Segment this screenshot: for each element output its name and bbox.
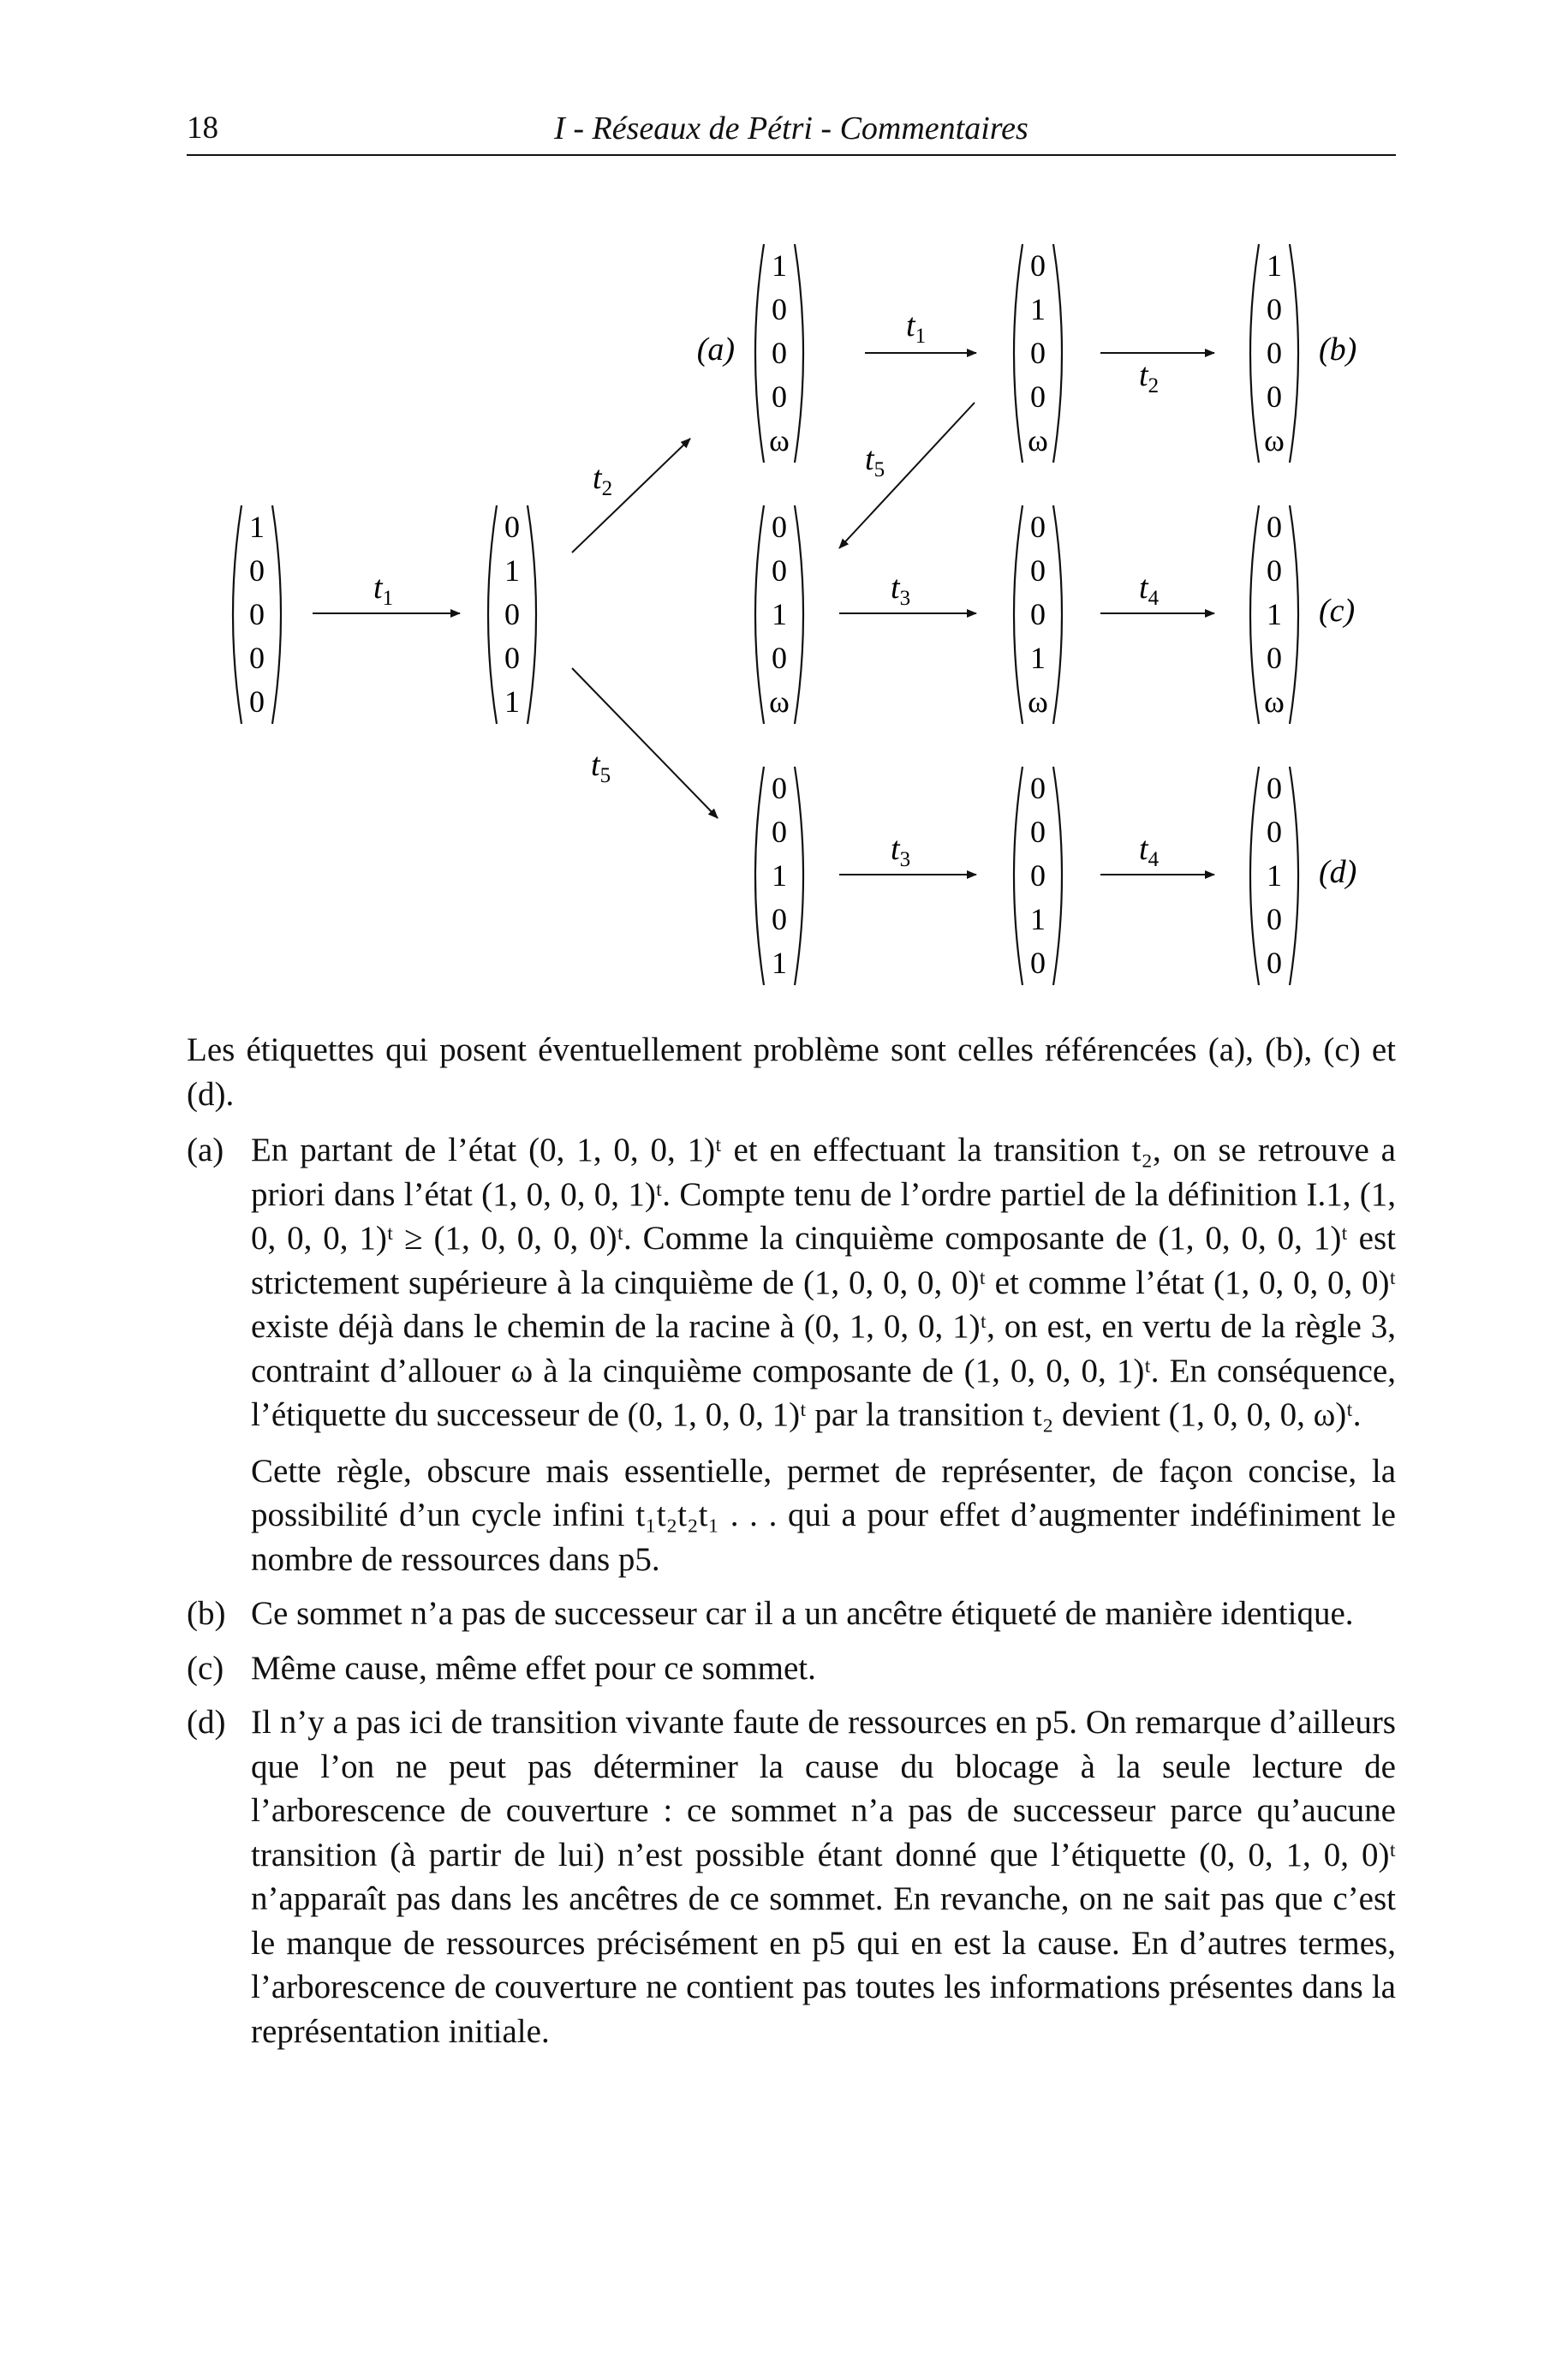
transition-subscript: 4 [1148,848,1160,871]
marking-component: 0 [1267,641,1282,675]
marking-component: 0 [504,597,520,631]
right-parenthesis [1053,767,1062,985]
page-number: 18 [187,111,218,146]
marking-component: 0 [249,597,265,631]
marking-component: 0 [1267,510,1282,544]
left-parenthesis [1250,505,1259,724]
node-label-d: (d) [1319,854,1357,890]
left-parenthesis [755,767,764,985]
right-parenthesis [795,505,803,724]
right-parenthesis [1290,505,1298,724]
transition-label: $t_4$ [1139,570,1160,610]
right-parenthesis [1290,244,1298,463]
item-b [187,1592,1396,1636]
commentary-text [187,1028,1396,2064]
marking-vector-a2 [1014,244,1062,463]
transition-subscript: 5 [873,458,885,481]
right-parenthesis [528,505,536,724]
marking-component: ω [1264,684,1285,719]
marking-component: 0 [1267,553,1282,588]
right-parenthesis [1053,244,1062,463]
marking-component: 0 [1030,946,1046,980]
marking-component: 0 [1267,379,1282,414]
transition-subscript: 3 [899,848,911,871]
transition-edge-m2_c [1100,570,1214,613]
marking-component: 0 [1030,510,1046,544]
marking-vector-d2 [1014,767,1062,985]
marking-component: 0 [1267,815,1282,849]
item-text: Ce sommet n’a pas de successeur car il a un ancêtre étiqueté de manière identique. [251,1595,1354,1632]
marking-component: 0 [249,553,265,588]
transition-label: $t_1$ [906,308,927,348]
marking-component: ω [769,423,790,457]
marking-component: 0 [772,771,787,805]
marking-vector-c [1250,505,1298,724]
marking-component: 1 [772,597,787,631]
item-text: Même cause, même effet pour ce sommet. [251,1649,816,1687]
marking-component: 0 [1030,771,1046,805]
left-parenthesis [755,244,764,463]
left-parenthesis [1250,767,1259,985]
running-title: I - Réseaux de Pétri - Commentaires [554,111,1028,146]
item-text: Il n’y a pas ici de transition vivante faute de ressources en p5. On remarque d’ailleurs que l’on ne peut pas déterminer la cause du blocage à la seule lecture de l’arborescence de couverture : ce sommet n’a pas de successeur parce qu’aucune transition (à partir de lui) n’est possible étant donné que l’étiquette (0, 0, 1, 0, 0)ᵗ n’apparaît pas dans les ancêtres de ce sommet. En revanche, on ne sait pas que c’est le manque de ressources précisément en p5 qui en est la cause. En d’autres termes, l’arborescence de couverture ne contient pas toutes les informations présentes dans la représentation initiale. [251,1704,1396,2050]
transition-edge-m1_m2 [839,570,976,613]
item-d [187,1700,1396,2053]
marking-vector-root [233,505,281,724]
left-parenthesis [1250,244,1259,463]
marking-component: 1 [772,946,787,980]
marking-component: 0 [1267,292,1282,326]
right-parenthesis [272,505,281,724]
node-label-c: (c) [1319,593,1356,629]
transition-label: $t_2$ [1139,357,1160,397]
left-parenthesis [1014,767,1022,985]
right-parenthesis [795,244,803,463]
item-marker: (b) [187,1595,226,1632]
transition-label: $t_4$ [1139,831,1160,871]
marking-vector-n1 [488,505,536,724]
item-marker: (c) [187,1649,224,1687]
marking-component: ω [1028,423,1048,457]
transition-label: $t_5$ [591,747,611,787]
transition-subscript: 2 [601,477,613,500]
transition-subscript: 5 [599,764,611,787]
coverage-tree-diagram [0,0,1568,1011]
left-parenthesis [233,505,241,724]
item-extra-paragraph: Cette règle, obscure mais essentielle, permet de représenter, de façon concise, la possibilité d’un cycle infini t₁t₂t₂t₁ . . . qui a pour effet d’augmenter indéfiniment le nombre de ressources dans p5. [251,1452,1396,1578]
left-parenthesis [1014,505,1022,724]
marking-component: 1 [772,858,787,893]
marking-component: 0 [772,510,787,544]
right-parenthesis [1290,767,1298,985]
marking-component: 0 [1030,336,1046,370]
marking-component: 0 [1267,336,1282,370]
item-marker: (d) [187,1704,226,1741]
transition-label: $t_2$ [593,460,613,500]
marking-vector-d1 [755,767,803,985]
marking-component: ω [1028,684,1048,719]
transition-edge-a_a2 [865,308,976,353]
right-parenthesis [795,767,803,985]
marking-component: ω [1264,423,1285,457]
transition-edge-root_n1 [313,570,460,613]
transition-edge-a2_b [1100,353,1214,397]
marking-vector-b [1250,244,1298,463]
marking-vector-a [755,244,803,463]
marking-component: 0 [772,379,787,414]
item-a [187,1128,1396,1581]
marking-component: 0 [249,641,265,675]
marking-component: 0 [249,684,265,719]
marking-component: 1 [1030,292,1046,326]
marking-component: 0 [1030,248,1046,283]
marking-component: 0 [772,815,787,849]
marking-vector-m2 [1014,505,1062,724]
transition-subscript: 2 [1148,374,1160,397]
marking-component: 1 [1030,641,1046,675]
transition-edge-n1_d1 [572,668,718,818]
right-parenthesis [1053,505,1062,724]
transition-subscript: 1 [382,587,394,610]
marking-component: 1 [1030,902,1046,936]
marking-component: 1 [1267,597,1282,631]
marking-component: 0 [1030,858,1046,893]
marking-component: 0 [772,292,787,326]
marking-component: 0 [1267,902,1282,936]
marking-component: 0 [1030,553,1046,588]
marking-component: 0 [504,641,520,675]
marking-component: 0 [772,336,787,370]
marking-component: 1 [504,684,520,719]
marking-component: 1 [504,553,520,588]
left-parenthesis [488,505,497,724]
transition-edge-n1_a [572,439,690,553]
arrow-line [572,668,718,818]
marking-component: ω [769,684,790,719]
marking-component: 0 [1030,815,1046,849]
marking-component: 0 [772,641,787,675]
transition-edge-d2_d [1100,831,1214,875]
marking-component: 1 [772,248,787,283]
node-label-a: (a) [696,332,735,367]
transition-label: $t_1$ [373,570,394,610]
marking-component: 0 [1030,597,1046,631]
transition-subscript: 3 [899,587,911,610]
marking-component: 1 [1267,248,1282,283]
left-parenthesis [1014,244,1022,463]
transition-edge-a2_m1 [839,403,975,548]
marking-component: 0 [504,510,520,544]
item-c [187,1646,1396,1691]
marking-component: 0 [1267,946,1282,980]
marking-component: 1 [249,510,265,544]
marking-vector-m1 [755,505,803,724]
transition-subscript: 4 [1148,587,1160,610]
marking-component: 0 [772,553,787,588]
transition-label: $t_3$ [891,570,911,610]
transition-label: $t_5$ [865,441,885,481]
marking-vector-d [1250,767,1298,985]
coverage-tree-svg [0,0,1568,1011]
marking-component: 1 [1267,858,1282,893]
marking-component: 0 [1267,771,1282,805]
item-marker: (a) [187,1132,224,1168]
transition-edge-d1_d2 [839,831,976,875]
left-parenthesis [755,505,764,724]
arrow-line [572,439,690,553]
arrow-line [839,403,975,548]
transition-subscript: 1 [915,325,927,348]
intro-paragraph: Les étiquettes qui posent éventuellement problème sont celles référencées (a), (b), (c) et (d). [187,1031,1396,1113]
transition-label: $t_3$ [891,831,911,871]
item-text: En partant de l’état (0, 1, 0, 0, 1)ᵗ et en effectuant la transition t₂, on se retrouve a priori dans l’état (1, 0, 0, 0, 1)ᵗ. Compte tenu de l’ordre partiel de la définition I.1, (1, 0, 0, 0, 1)ᵗ ≥ (1, 0, 0, 0, 0)ᵗ. Comme la cinquième composante de (1, 0, 0, 0, 1)ᵗ est strictement supérieure à la cinquième de (1, 0, 0, 0, 0)ᵗ et comme l’état (1, 0, 0, 0, 0)ᵗ existe déjà dans le chemin de la racine à (0, 1, 0, 0, 1)ᵗ, on est, en vertu de la règle 3, contraint d’allouer ω à la cinquième composante de (1, 0, 0, 0, 1)ᵗ. En conséquence, l’étiquette du successeur de (0, 1, 0, 0, 1)ᵗ par la transition t₂ devient (1, 0, 0, 0, ω)ᵗ. [251,1132,1396,1433]
node-label-b: (b) [1319,332,1357,367]
marking-component: 0 [1030,379,1046,414]
marking-component: 0 [772,902,787,936]
